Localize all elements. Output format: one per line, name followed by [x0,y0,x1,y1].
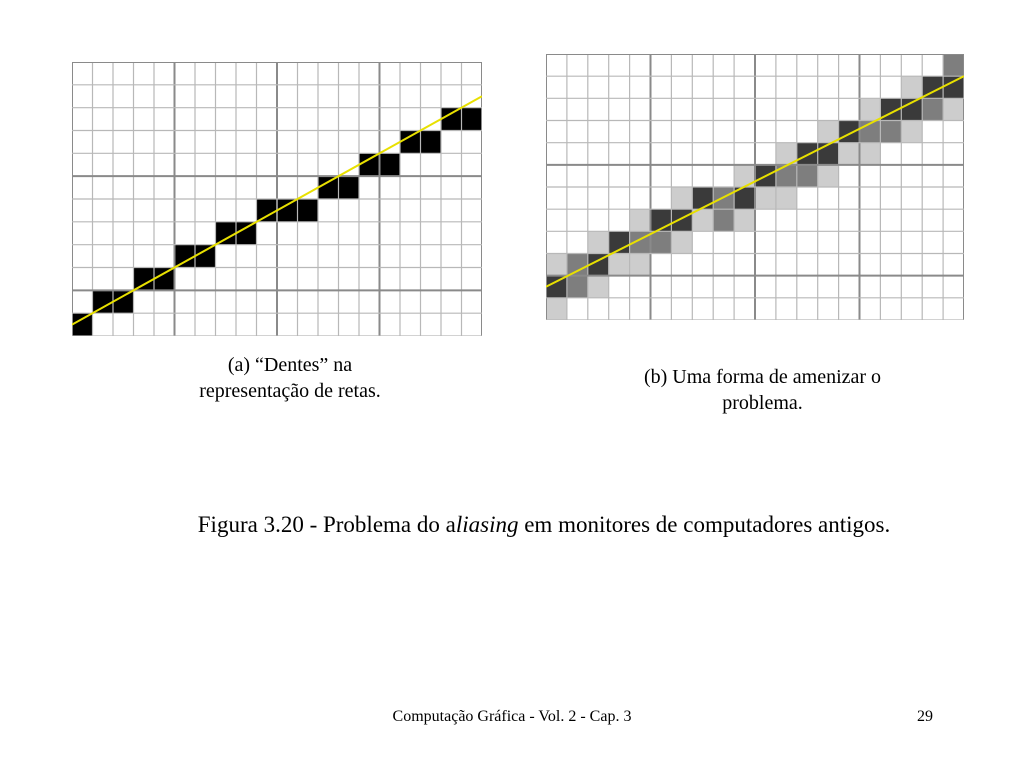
pixel-cell [839,121,860,143]
pixel-cell [134,268,155,291]
pixel-cell [421,131,442,154]
pixel-cell [546,254,567,276]
pixel-cell [380,153,401,176]
pixel-cell [943,54,964,76]
pixel-cell [546,298,567,320]
caption-b [590,364,935,416]
pixel-cell [175,245,196,268]
pixel-cell [154,268,175,291]
caption-a-line1: (a) “Dentes” na [227,354,353,376]
pixel-cell [339,176,360,199]
pixel-cell [860,98,881,120]
pixel-cell [651,231,672,253]
pixel-cell [462,108,483,131]
aliased-line-grid [72,62,482,336]
pixel-cell [257,199,278,222]
pixel-cell [671,187,692,209]
caption-a [150,352,430,404]
pixel-cell [93,290,114,313]
pixel-cell [671,231,692,253]
pixel-cell [113,290,134,313]
pixel-cell [277,199,298,222]
pixel-cell [734,209,755,231]
pixel-cell [839,143,860,165]
pixel-cell [567,254,588,276]
figure-title [0,512,1024,538]
pixel-cell [692,187,713,209]
pixel-cell [671,209,692,231]
pixel-cell [72,313,93,336]
pixel-cell [713,209,734,231]
pixel-cell [195,245,216,268]
caption-a-line2: representação de retas. [199,380,381,402]
pixel-cell [818,165,839,187]
pixel-cell [567,276,588,298]
page-number: 29 [917,708,933,725]
figure-title-prefix: Figura 3.20 - Problema do a [197,512,456,537]
pixel-cell [901,76,922,98]
pixel-cell [609,254,630,276]
figure-title-italic: liasing [455,512,519,537]
pixel-cell [630,254,651,276]
pixel-cell [776,165,797,187]
pixel-cell [776,187,797,209]
pixel-cell [400,131,421,154]
pixel-cell [441,108,462,131]
pixel-cell [943,98,964,120]
pixel-cell [818,121,839,143]
caption-b-line1: (b) Uma forma de amenizar o [643,366,882,388]
pixel-cell [236,222,257,245]
pixel-cell [797,143,818,165]
pixel-cell [860,143,881,165]
pixel-cell [359,153,380,176]
pixel-cell [922,98,943,120]
caption-b-line2: problema. [722,392,803,414]
pixel-cell [943,76,964,98]
antialiased-line-grid [546,54,964,320]
pixel-cell [797,165,818,187]
pixel-cell [755,187,776,209]
pixel-cell [588,276,609,298]
pixel-cell [546,276,567,298]
pixel-cell [880,121,901,143]
pixel-cell [216,222,237,245]
figure-title-suffix: em monitores de computadores antigos. [518,512,891,537]
pixel-cell [901,121,922,143]
pixel-cell [318,176,339,199]
pixel-cell [588,231,609,253]
footer-course-title: Computação Gráfica - Vol. 2 - Cap. 3 [392,708,632,725]
pixel-cell [630,209,651,231]
pixel-cell [298,199,319,222]
pixel-cell [818,143,839,165]
